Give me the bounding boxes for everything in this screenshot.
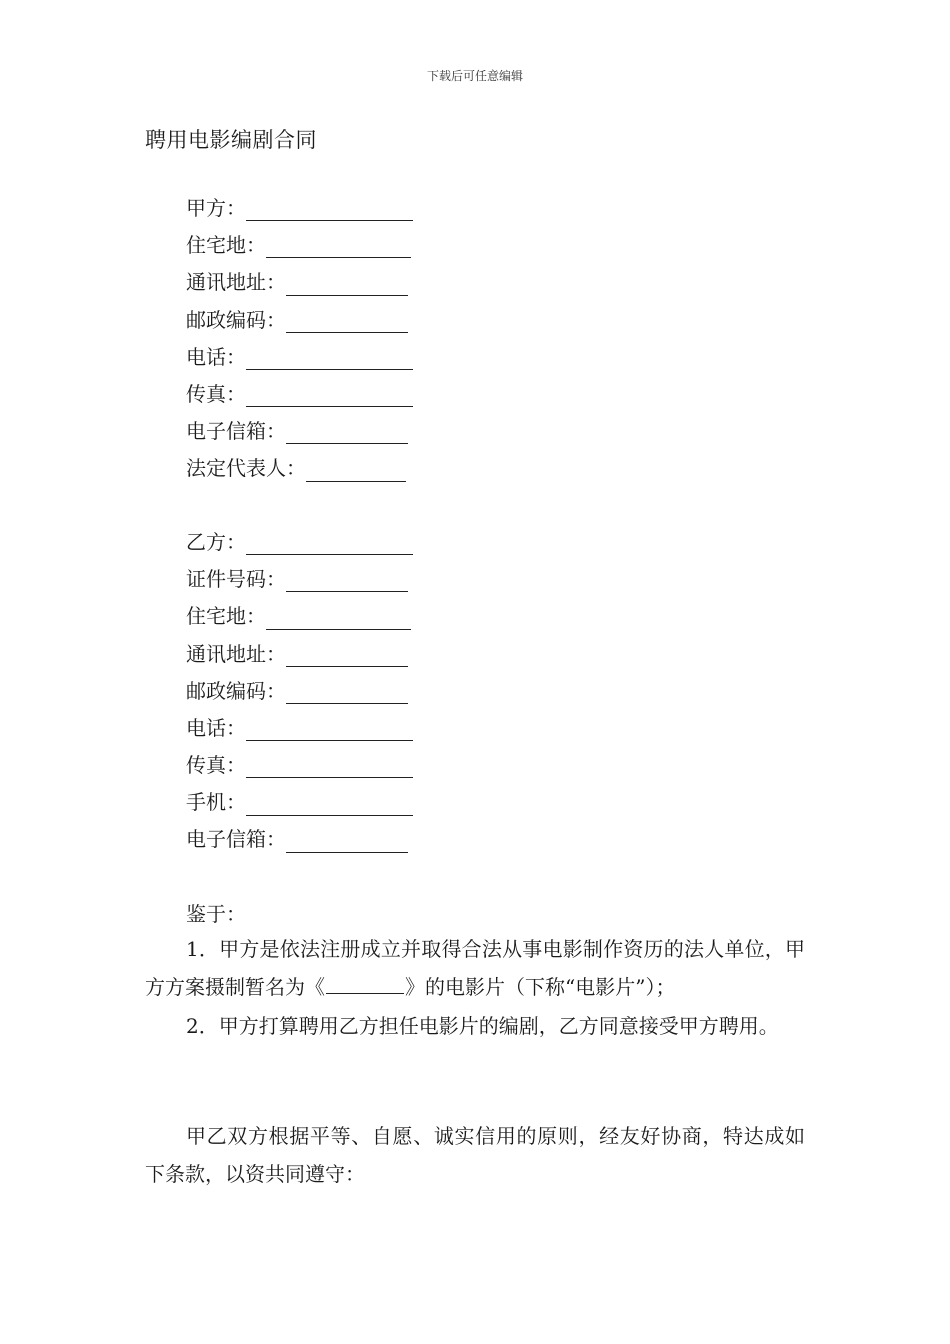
field-label: 电子信箱：: [186, 419, 286, 444]
fill-in-blank: [266, 229, 411, 258]
party-b-fax-field: [186, 747, 413, 784]
party-a-address-field: [186, 264, 413, 301]
whereas-heading: 鉴于：: [186, 902, 246, 926]
field-label: 法定代表人：: [186, 456, 306, 481]
party-a-phone-field: [186, 339, 413, 376]
fill-in-blank: [286, 638, 408, 667]
party-b-address-field: [186, 636, 413, 673]
party-b-fields: [186, 524, 413, 859]
party-a-name-field: [186, 190, 413, 227]
field-label: 电子信箱：: [186, 827, 286, 852]
party-a-residence-field: [186, 227, 413, 264]
party-b-email-field: [186, 822, 413, 859]
film-title-blank: [326, 971, 404, 994]
fill-in-blank: [286, 304, 408, 333]
header-note: 下载后可任意编辑: [426, 69, 523, 83]
field-label: 电话：: [186, 344, 246, 369]
agreement-paragraph: 甲乙双方根据平等、自愿、诚实信用的原则，经友好协商，特达成如下条款，以资共同遵守：: [145, 1124, 805, 1186]
fill-in-blank: [306, 453, 406, 482]
field-label: 电话：: [186, 715, 246, 740]
fill-in-blank: [246, 526, 413, 555]
field-label: 通讯地址：: [186, 641, 286, 666]
fill-in-blank: [246, 192, 413, 221]
party-b-residence-field: [186, 598, 413, 635]
document-title: 聘用电影编剧合同: [145, 128, 317, 152]
party-a-postcode-field: [186, 302, 413, 339]
party-a-email-field: [186, 413, 413, 450]
fill-in-blank: [246, 787, 413, 816]
party-a-legal-rep-field: [186, 450, 413, 487]
field-label: 邮政编码：: [186, 307, 286, 332]
fill-in-blank: [246, 712, 413, 741]
field-label: 传真：: [186, 753, 246, 778]
field-label: 乙方：: [186, 529, 246, 554]
field-label: 住宅地：: [186, 604, 266, 629]
fill-in-blank: [286, 675, 408, 704]
field-label: 证件号码：: [186, 567, 286, 592]
fill-in-blank: [246, 749, 413, 778]
fill-in-blank: [286, 824, 408, 853]
field-label: 手机：: [186, 790, 246, 815]
fill-in-blank: [246, 378, 413, 407]
field-label: 住宅地：: [186, 233, 266, 258]
field-label: 邮政编码：: [186, 678, 286, 703]
whereas-item-2: 2．甲方打算聘用乙方担任电影片的编剧，乙方同意接受甲方聘用。: [186, 1014, 779, 1038]
party-b-id-field: [186, 561, 413, 598]
party-a-fax-field: [186, 376, 413, 413]
field-label: 通讯地址：: [186, 270, 286, 295]
field-label: 甲方：: [186, 195, 246, 220]
party-b-mobile-field: [186, 784, 413, 821]
fill-in-blank: [266, 601, 411, 630]
fill-in-blank: [286, 415, 408, 444]
party-b-phone-field: [186, 710, 413, 747]
fill-in-blank: [286, 267, 408, 296]
fill-in-blank: [286, 563, 408, 592]
party-b-postcode-field: [186, 673, 413, 710]
field-label: 传真：: [186, 381, 246, 406]
whereas-item-1: [145, 931, 805, 1006]
fill-in-blank: [246, 341, 413, 370]
party-b-name-field: [186, 524, 413, 561]
party-a-fields: [186, 190, 413, 488]
whereas-item-1-text-after: 》的电影片（下称“电影片”）；: [405, 974, 676, 999]
whereas-item-1-text-before: 1．甲方是依法注册成立并取得合法从事电影制作资历的法人单位，甲方方案摄制暂名为《: [145, 937, 805, 999]
